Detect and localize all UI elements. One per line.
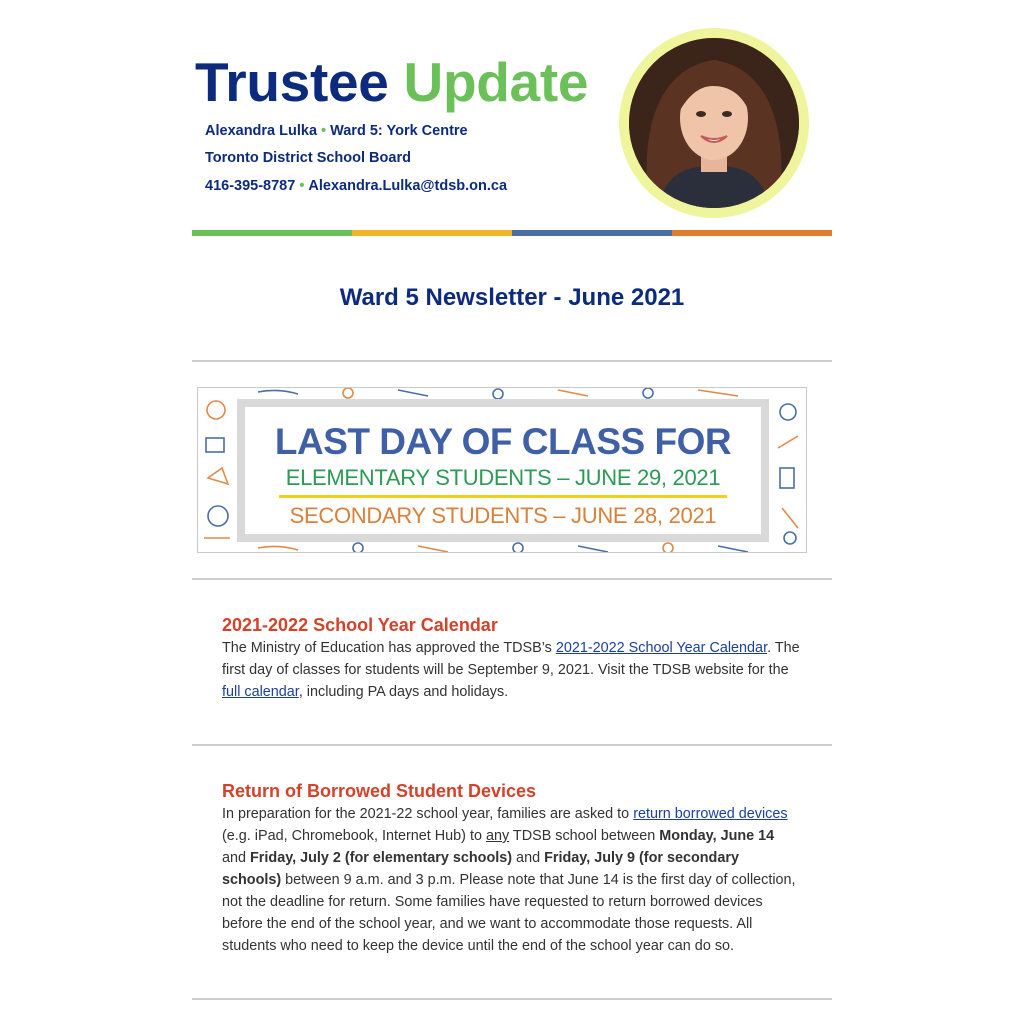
newsletter-page — [192, 0, 832, 1024]
color-bar-orange — [672, 230, 832, 236]
body-text: In preparation for the 2021-22 school year, families are asked to — [222, 806, 634, 822]
body-text: and — [222, 850, 251, 866]
body-text: , including PA days and holidays. — [298, 684, 509, 700]
divider — [192, 998, 832, 1000]
section-body — [222, 803, 802, 957]
date-secondary: Friday, July 9 (for secondary schools) — [222, 850, 739, 888]
newsletter-title: Ward 5 Newsletter - June 2021 — [339, 284, 685, 311]
section-school-calendar — [222, 614, 802, 703]
separator-dot: • — [321, 123, 327, 139]
banner-secondary-date: SECONDARY STUDENTS – JUNE 28, 2021 — [289, 503, 717, 528]
trustee-name: Alexandra Lulka — [205, 123, 318, 139]
portrait-illustration — [629, 38, 799, 208]
body-text: between 9 a.m. and 3 p.m. Please note that June 14 is the first day of collection, not the deadline for return. Some families have requested to return borrowed devices before the end of the school year, and we want to accommodate those requests. All students who need to keep the device until the end of the school year can do so. — [222, 872, 796, 954]
trustee-name-ward — [205, 123, 468, 139]
section-heading: Return of Borrowed Student Devices — [222, 781, 537, 801]
title-update: Update — [403, 51, 589, 113]
ward-label: Ward 5: York Centre — [330, 123, 468, 139]
title-trustee: Trustee — [195, 51, 389, 113]
contact-info — [205, 178, 507, 194]
section-heading: 2021-2022 School Year Calendar — [222, 615, 498, 635]
divider — [192, 578, 832, 580]
color-bar-yellow — [352, 230, 512, 236]
avatar-ring — [619, 28, 809, 218]
body-text: (e.g. iPad, Chromebook, Internet Hub) to — [222, 828, 486, 844]
separator-dot: • — [299, 178, 305, 194]
date-start: Monday, June 14 — [659, 828, 775, 844]
banner-rule — [279, 495, 727, 498]
page-title — [195, 50, 588, 114]
divider — [192, 744, 832, 746]
banner-elementary-date: ELEMENTARY STUDENTS – JUNE 29, 2021 — [285, 465, 721, 490]
section-borrowed-devices — [222, 780, 802, 957]
color-bar — [192, 230, 832, 236]
emphasis-any: any — [485, 828, 510, 844]
school-board: Toronto District School Board — [205, 150, 411, 166]
banner-heading: LAST DAY OF CLASS FOR — [274, 421, 732, 462]
section-body — [222, 637, 802, 703]
calendar-link[interactable]: 2021-2022 School Year Calendar — [555, 640, 768, 656]
body-text: TDSB school between — [509, 828, 660, 844]
avatar — [629, 38, 799, 208]
phone-number: 416-395-8787 — [205, 178, 296, 194]
color-bar-blue — [512, 230, 672, 236]
banner-frame — [237, 399, 769, 542]
last-day-banner — [197, 387, 807, 553]
body-text: The Ministry of Education has approved the TDSB’s — [222, 640, 556, 656]
body-text: and — [512, 850, 545, 866]
body-text: . The first day of classes for students will be September 9, 2021. Visit the TDSB website for the — [222, 640, 800, 678]
color-bar-green — [192, 230, 352, 236]
return-devices-link[interactable]: return borrowed devices — [633, 806, 788, 822]
date-elementary: Friday, July 2 (for elementary schools) — [250, 850, 513, 866]
email-address: Alexandra.Lulka@tdsb.on.ca — [308, 178, 508, 194]
divider — [192, 360, 832, 362]
header — [192, 0, 832, 236]
full-calendar-link[interactable]: full calendar — [222, 684, 299, 700]
